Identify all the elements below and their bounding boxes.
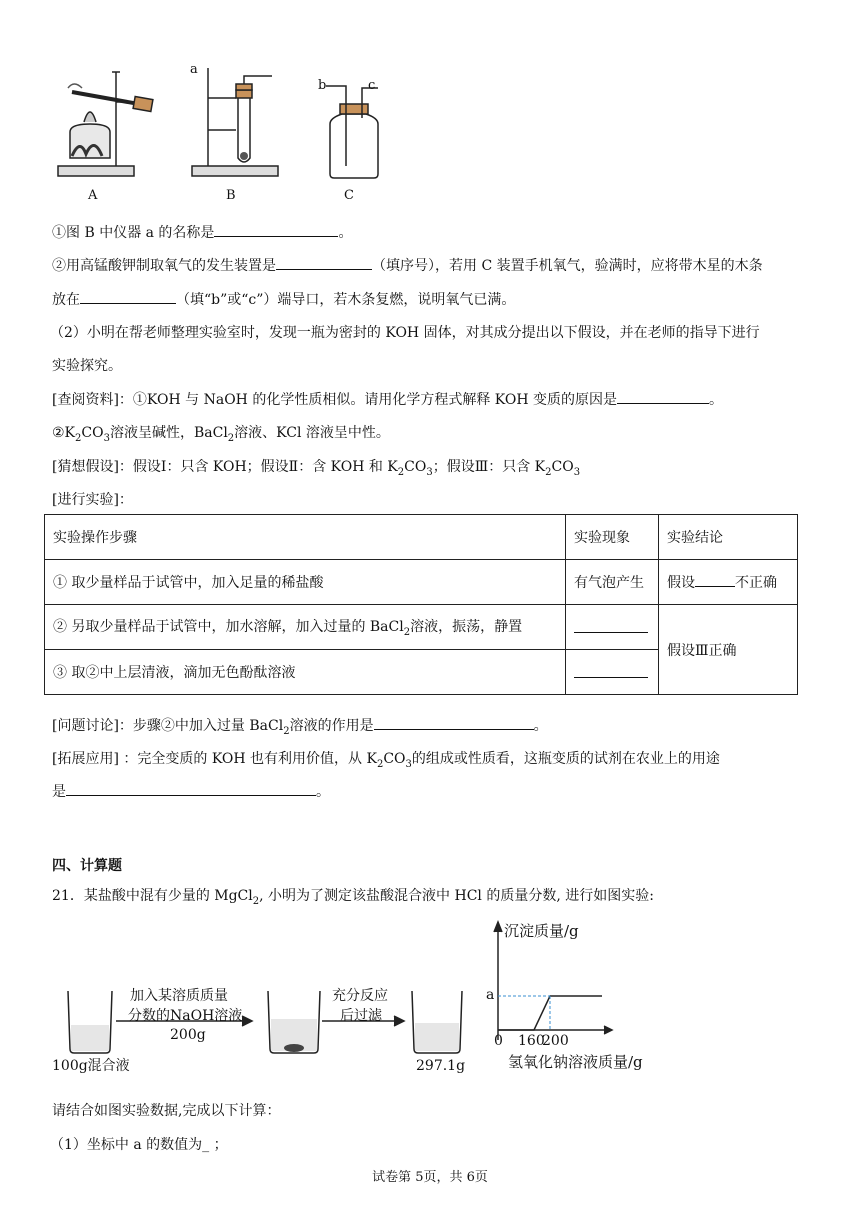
apparatus-label-c: C: [344, 188, 354, 203]
experiment-table: [44, 514, 798, 695]
app1-t2: CO: [383, 751, 406, 767]
q2-middle: （填序号），若用 C 装置手机氧气，验满时，应将带木星的木条: [372, 258, 763, 274]
flow-arrow1-line1: 加入某溶质质量: [130, 988, 228, 1004]
discussion-suffix: 。: [533, 718, 548, 734]
q2-blank2[interactable]: [80, 289, 176, 304]
table-row2-phenomenon: [566, 605, 659, 650]
hyp-s2: 3: [426, 466, 433, 478]
ref2-s2: 3: [103, 432, 110, 444]
app1-t3: 的组成或性质看，这瓶变质的试剂在农业上的用途: [411, 751, 720, 767]
hyp-s3: 2: [545, 466, 552, 478]
flow-arrow2-line2: 后过滤: [340, 1008, 382, 1024]
q21-stem: [52, 885, 654, 907]
table-row1-step: ① 取少量样品于试管中，加入足量的稀盐酸: [45, 560, 566, 605]
page-footer: 试卷第 5页，共 6页: [372, 1170, 488, 1185]
app2-prefix: 是: [52, 784, 66, 800]
hyp-t2: CO: [404, 459, 427, 475]
ref2-t3: 溶液呈碱性，BaCl: [109, 425, 228, 441]
beaker-1-liquid: [71, 1025, 109, 1051]
apparatus-point-b: b: [318, 78, 327, 93]
reference-prefix: [查阅资料]：①KOH 与 NaOH 的化学性质相似。请用化学方程式解释 KOH 变质的原因是: [52, 392, 617, 408]
q2-line2: [52, 289, 515, 309]
reference-line1: [52, 389, 723, 409]
table-row: [45, 560, 798, 605]
app2-suffix: 。: [316, 784, 330, 800]
table-row1-conclusion: [659, 560, 798, 605]
table-row3-step: ③ 取②中上层清液，滴加无色酚酞溶液: [45, 650, 566, 695]
ref2-t4: 溶液、KCl 溶液呈中性。: [234, 425, 390, 441]
row1-conclusion-suffix: 不正确: [735, 575, 777, 591]
q1-line: [52, 222, 352, 242]
application-line1: [52, 748, 720, 770]
flow-arrow2-line1: 充分反应: [332, 988, 388, 1004]
reference-line2: [52, 422, 390, 444]
application-blank[interactable]: [66, 781, 316, 796]
graph-x-tick-160: 160: [518, 1033, 545, 1049]
hyp-s1: 2: [397, 466, 405, 478]
precipitate: [284, 1044, 304, 1052]
q2-prefix: ②用高锰酸钾制取氧气的发生装置是: [52, 258, 276, 274]
table-row3-phenomenon: [566, 650, 659, 695]
row2-step-sub: 2: [403, 626, 411, 638]
ref2-t1: ②K: [52, 425, 76, 441]
reference-blank[interactable]: [617, 389, 709, 404]
graph-x-label: 氢氧化钠溶液质量/g: [508, 1053, 643, 1071]
app1-s2: 3: [405, 758, 412, 770]
ref2-s1: 2: [75, 432, 82, 444]
table-row2-step: [45, 605, 566, 650]
hyp-t3: ；假设Ⅲ：只含 K: [432, 459, 546, 475]
table-header-row: [45, 515, 798, 560]
flow-beaker3-label: 297.1g: [416, 1058, 466, 1074]
application-line2: [52, 781, 330, 801]
part2-line2: 实验探究。: [52, 358, 122, 374]
calc-q1: （1）坐标中 a 的数值为_ ；: [50, 1137, 228, 1153]
apparatus-figure: [50, 58, 380, 208]
q21-t1: 21．某盐酸中混有少量的 MgCl: [52, 888, 253, 904]
q2-line2-prefix: 放在: [52, 292, 80, 308]
q2-line1: [52, 255, 763, 275]
row2-phenomenon-blank[interactable]: [574, 618, 648, 633]
apparatus-c-drawing: [326, 86, 378, 178]
q21-t2: , 小明为了测定该盐酸混合液中 HCl 的质量分数, 进行如图实验:: [259, 888, 654, 904]
hyp-s4: 3: [573, 466, 581, 478]
experiment-heading: [进行实验]：: [52, 492, 133, 508]
apparatus-b-drawing: [192, 68, 278, 176]
app1-t1: [拓展应用] ：完全变质的 KOH 也有利用价值，从 K: [52, 751, 377, 767]
q1-prefix: ①图 B 中仪器 a 的名称是: [52, 225, 215, 241]
hypothesis-line: [52, 456, 580, 478]
apparatus-a-drawing: [58, 72, 153, 176]
row1-conclusion-blank[interactable]: [695, 572, 735, 587]
ref2-s3: 2: [227, 432, 235, 444]
flow-arrow1-amount: 200g: [170, 1027, 206, 1043]
apparatus-label-b: B: [226, 188, 236, 203]
discussion-middle: 溶液的作用是: [289, 718, 374, 734]
q2-blank1[interactable]: [276, 255, 372, 270]
q1-blank[interactable]: [214, 222, 338, 237]
flow-arrow1-line2: 分数的NaOH溶液: [128, 1008, 243, 1024]
reference-suffix: 。: [709, 392, 723, 408]
table-header-conclusion: 实验结论: [659, 515, 798, 560]
discussion-sub: 2: [283, 725, 290, 737]
graph-x-tick-200: 200: [542, 1033, 569, 1049]
table-header-phenomenon: 实验现象: [566, 515, 659, 560]
app1-s1: 2: [376, 758, 384, 770]
hyp-t1: [猜想假设]：假设Ⅰ：只含 KOH；假设Ⅱ：含 KOH 和 K: [52, 459, 398, 475]
table-row1-phenomenon: 有气泡产生: [566, 560, 659, 605]
part2-line1: （2）小明在帮老师整理实验室时，发现一瓶为密封的 KOH 固体，对其成分提出以下假设，并在老师的指导下进行: [50, 325, 760, 341]
apparatus-point-c: c: [368, 78, 376, 93]
beaker-3-liquid: [415, 1023, 459, 1051]
apparatus-label-a: A: [88, 188, 98, 203]
flow-beaker1-label: 100g混合液: [52, 1058, 130, 1074]
calc-intro: 请结合如图实验数据,完成以下计算：: [52, 1103, 281, 1119]
q1-suffix: 。: [338, 225, 353, 241]
row2-step-suffix: 溶液，振荡，静置: [410, 619, 523, 636]
row1-conclusion-prefix: 假设: [667, 575, 695, 591]
table-header-step: 实验操作步骤: [45, 515, 566, 560]
table-row: [45, 605, 798, 650]
graph-y-label: 沉淀质量/g: [504, 922, 579, 940]
discussion-blank[interactable]: [374, 715, 534, 730]
row3-phenomenon-blank[interactable]: [574, 663, 648, 678]
q21-s1: 2: [252, 895, 260, 907]
discussion-prefix: [问题讨论]：步骤②中加入过量 BaCl: [52, 718, 284, 734]
apparatus-point-a: a: [190, 62, 198, 77]
graph-origin: 0: [494, 1033, 503, 1049]
row2-step-prefix: ② 另取少量样品于试管中，加水溶解，加入过量的 BaCl: [53, 619, 404, 636]
q2-line2-suffix: （填“b”或“c”）端导口，若木条复燃，说明氧气已满。: [176, 292, 516, 308]
table-merged-conclusion: 假设Ⅲ正确: [659, 605, 798, 695]
hyp-t4: CO: [551, 459, 574, 475]
discussion-line: [52, 715, 548, 737]
graph-y-tick-a: a: [486, 987, 495, 1003]
section4-title: 四、计算题: [52, 858, 122, 874]
ref2-t2: CO: [81, 425, 104, 441]
